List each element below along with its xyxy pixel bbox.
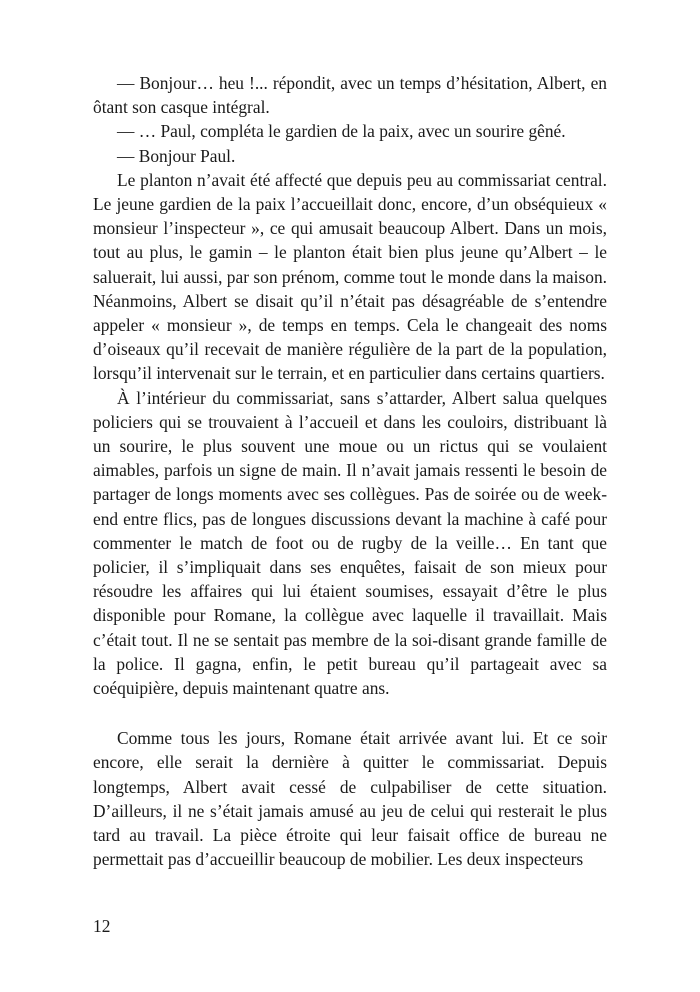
paragraph: Comme tous les jours, Romane était arrivée avant lui. Et ce soir encore, elle serait la dernière à quitter le commissariat. Depuis longtemps, Albert avait cessé de culpabiliser de cette situation. D’ailleurs, il ne s’était jamais amusé au jeu de celui qui resterait le plus tard au travail. La pièce étroite qui leur faisait office de bureau ne permettait pas d’accueillir beaucoup de mobilier. Les deux inspecteurs — [93, 728, 607, 870]
dialogue-line: — Bonjour… heu !... répondit, avec un temps d’hésitation, Albert, en ôtant son casque intégral. — [93, 73, 607, 118]
page-number: 12 — [93, 916, 111, 936]
page-body — [93, 71, 607, 872]
paragraph: À l’intérieur du commissariat, sans s’attarder, Albert salua quelques policiers qui se trouvaient à l’accueil et dans les couloirs, distribuant là un sourire, le plus souvent une moue ou un rictus qui se voulaient aimables, parfois un signe de main. Il n’avait jamais ressenti le besoin de partager de longs moments avec ses collègues. Pas de soirée ou de week-end entre flics, pas de longues discussions devant la machine à café pour commenter le match de foot ou de rugby de la veille… En tant que policier, il s’impliquait dans ses enquêtes, faisait de son mieux pour résoudre les affaires qui lui étaient soumises, essayait d’être le plus disponible pour Romane, la collègue avec laquelle il travaillait. Mais c’était tout. Il ne se sentait pas membre de la soi-disant grande famille de la police. Il gagna, enfin, le petit bureau qu’il partageait avec sa coéquipière, depuis maintenant quatre ans. — [93, 387, 607, 699]
dialogue-line: — Bonjour Paul. — [117, 145, 236, 166]
dialogue-line: — … Paul, compléta le gardien de la paix, avec un sourire gêné. — [117, 121, 566, 142]
paragraph: Le planton n’avait été affecté que depuis peu au commissariat central. Le jeune gardien de la paix l’accueillait donc, encore, d’un obséquieux « monsieur l’inspecteur », ce qui amusait beaucoup Albert. Dans un mois, tout au plus, le gamin – le planton était bien plus jeune qu’Albert – le saluerait, lui aussi, par son prénom, comme tout le monde dans la maison. Néanmoins, Albert se disait qu’il n’était pas désagréable de s’entendre appeler « monsieur », de temps en temps. Cela le changeait des noms d’oiseaux qu’il recevait de manière régulière de la part de la population, lorsqu’il intervenait sur le terrain, et en particulier dans certains quartiers. — [93, 169, 607, 384]
section-break — [93, 700, 607, 726]
